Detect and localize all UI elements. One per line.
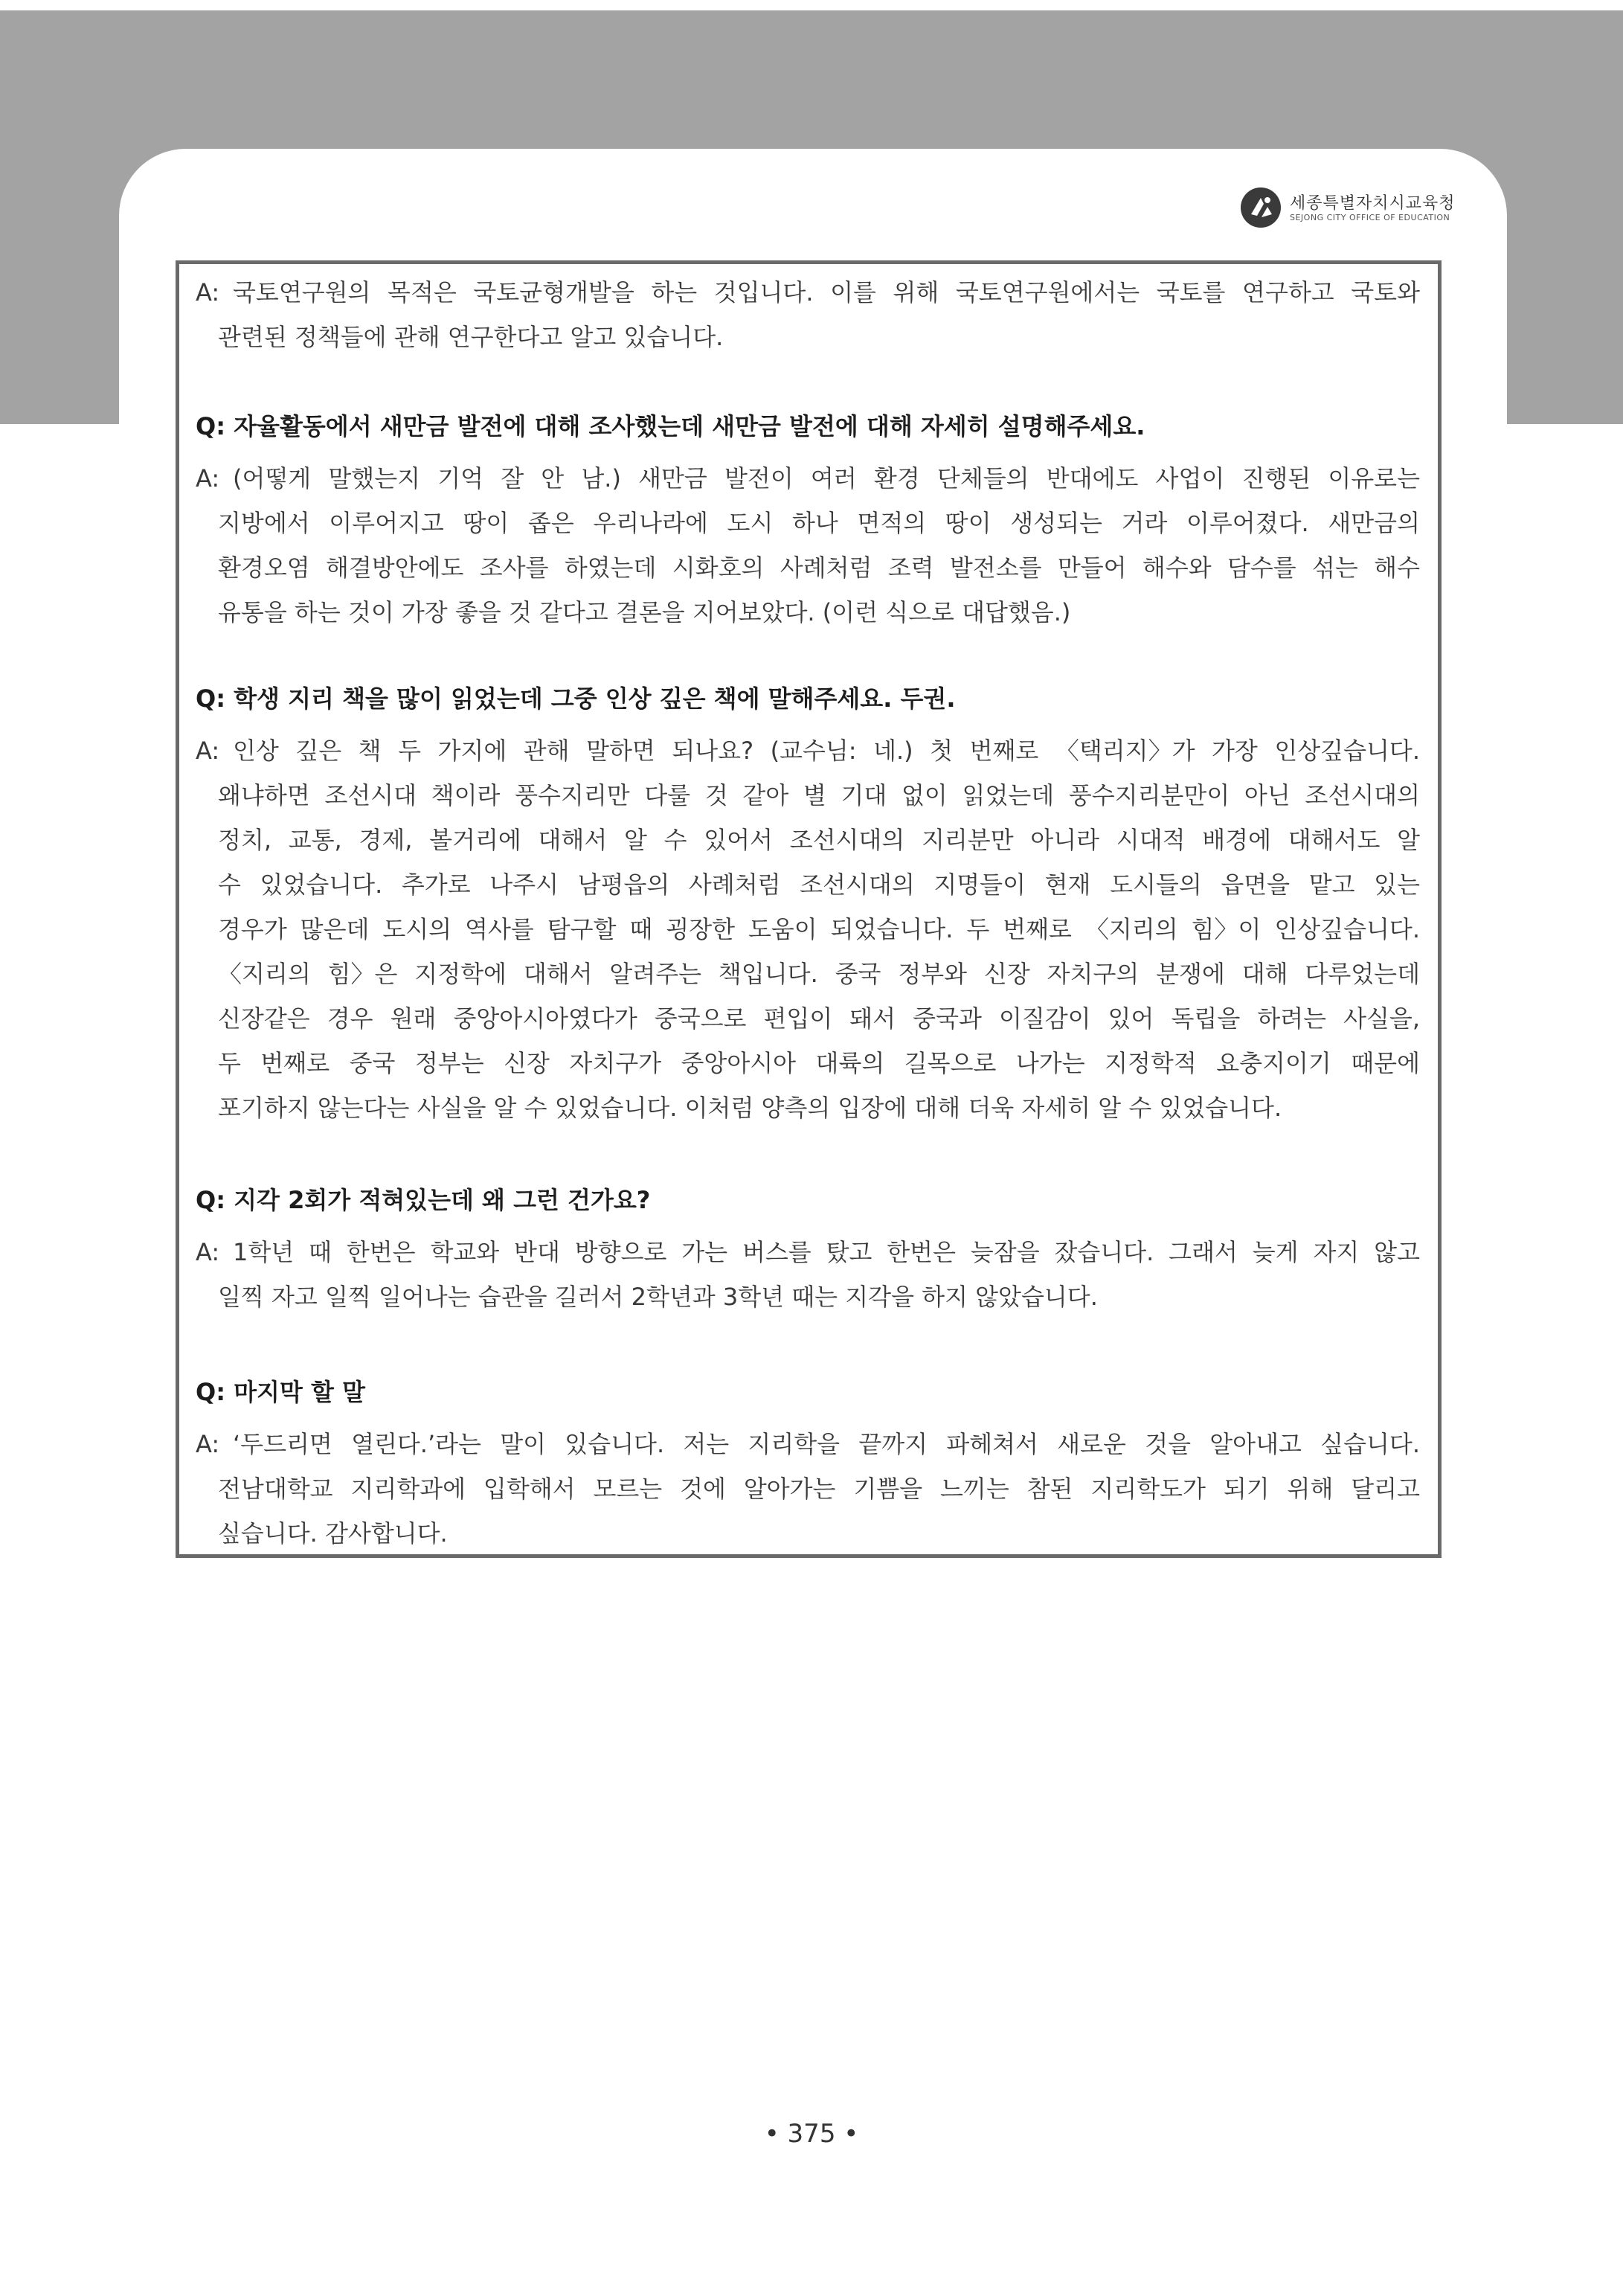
interview-box bbox=[176, 260, 1442, 1558]
answer-line: (어떻게 말했는지 기억 잘 안 남.) 새만금 발전이 여러 환경 단체들의 반대에도 사업이 진행된 이유로는 bbox=[233, 464, 1420, 493]
answer-line: 신장같은 경우 원래 중앙아시아였다가 중국으로 편입이 돼서 중국과 이질감이 있어 독립을 하려는 사실을, bbox=[218, 1004, 1420, 1033]
header-strip-left bbox=[0, 402, 119, 421]
answer-line: 포기하지 않는다는 사실을 알 수 있었습니다. 이처럼 양측의 입장에 대해 더욱 자세히 알 수 있었습니다. bbox=[218, 1094, 1282, 1122]
header-strip-right bbox=[1507, 402, 1623, 421]
answer-line: 국토연구원의 목적은 국토균형개발을 하는 것입니다. 이를 위해 국토연구원에서는 국토를 연구하고 국토와 bbox=[233, 278, 1420, 307]
answer-line: 환경오염 해결방안에도 조사를 하였는데 시화호의 사례처럼 조력 발전소를 만들어 해수와 담수를 섞는 해수 bbox=[218, 554, 1420, 582]
answer-line: 〈지리의 힘〉은 지정학에 대해서 알려주는 책입니다. 중국 정부와 신장 자치구의 분쟁에 대해 다루었는데 bbox=[218, 960, 1420, 988]
answer-line: 유통을 하는 것이 가장 좋을 것 같다고 결론을 지어보았다. (이런 식으로 대답했음.) bbox=[218, 598, 1071, 626]
answer-line: 관련된 정책들에 관해 연구한다고 알고 있습니다. bbox=[218, 323, 724, 351]
answer-line: 두 번째로 중국 정부는 신장 자치구가 중앙아시아 대륙의 길목으로 나가는 지정학적 요충지이기 때문에 bbox=[218, 1049, 1420, 1077]
question-text: Q: 마지막 할 말 bbox=[196, 1378, 365, 1406]
question-text: Q: 학생 지리 책을 많이 읽었는데 그중 인상 깊은 책에 말해주세요. 두권. bbox=[196, 684, 956, 713]
answer-line: 정치, 교통, 경제, 볼거리에 대해서 알 수 있어서 조선시대의 지리분만 아니라 시대적 배경에 대해서도 알 bbox=[218, 826, 1420, 854]
answer-line: 일찍 자고 일찍 일어나는 습관을 길러서 2학년과 3학년 때는 지각을 하지 않았습니다. bbox=[218, 1283, 1098, 1311]
answer-line: 인상 깊은 책 두 가지에 관해 말하면 되나요? (교수님: 네.) 첫 번째로 〈택리지〉가 가장 인상깊습니다. bbox=[233, 737, 1420, 765]
question-text: Q: 자율활동에서 새만금 발전에 대해 조사했는데 새만금 발전에 대해 자세히 설명해주세요. bbox=[196, 412, 1145, 440]
answer-prefix: A: bbox=[196, 1430, 220, 1458]
answer-prefix: A: bbox=[196, 464, 220, 493]
answer-line: 전남대학교 지리학과에 입학해서 모르는 것에 알아가는 기쁨을 느끼는 참된 지리학도가 되기 위해 달리고 bbox=[218, 1475, 1420, 1503]
org-emblem-icon bbox=[1241, 187, 1281, 228]
answer-line: 왜냐하면 조선시대 책이라 풍수지리만 다룰 것 같아 별 기대 없이 읽었는데 풍수지리분만이 아닌 조선시대의 bbox=[218, 781, 1420, 809]
answer-prefix: A: bbox=[196, 1238, 220, 1266]
answer-prefix: A: bbox=[196, 737, 220, 765]
page-number: • 375 • bbox=[764, 2119, 859, 2149]
answer-line: 싶습니다. 감사합니다. bbox=[218, 1519, 448, 1548]
org-name-en: SEJONG CITY OFFICE OF EDUCATION bbox=[1290, 213, 1450, 222]
answer-line: 경우가 많은데 도시의 역사를 탐구할 때 굉장한 도움이 되었습니다. 두 번째로 〈지리의 힘〉이 인상깊습니다. bbox=[218, 915, 1420, 943]
answer-line: 1학년 때 한번은 학교와 반대 방향으로 가는 버스를 탔고 한번은 늦잠을 잤습니다. 그래서 늦게 자지 않고 bbox=[233, 1238, 1420, 1266]
org-name-ko: 세종특별자치시교육청 bbox=[1290, 194, 1456, 213]
answer-line: ‘두드리면 열린다.’라는 말이 있습니다. 저는 지리학을 끝까지 파헤쳐서 새로운 것을 알아내고 싶습니다. bbox=[233, 1430, 1420, 1458]
answer-line: 수 있었습니다. 추가로 나주시 남평읍의 사례처럼 조선시대의 지명들이 현재 도시들의 읍면을 맡고 있는 bbox=[218, 870, 1420, 899]
question-text: Q: 지각 2회가 적혀있는데 왜 그런 건가요? bbox=[196, 1186, 651, 1214]
answer-prefix: A: bbox=[196, 278, 220, 307]
org-logo bbox=[1241, 185, 1464, 229]
answer-line: 지방에서 이루어지고 땅이 좁은 우리나라에 도시 하나 면적의 땅이 생성되는 거라 이루어졌다. 새만금의 bbox=[218, 509, 1420, 537]
top-margin bbox=[0, 0, 1623, 10]
